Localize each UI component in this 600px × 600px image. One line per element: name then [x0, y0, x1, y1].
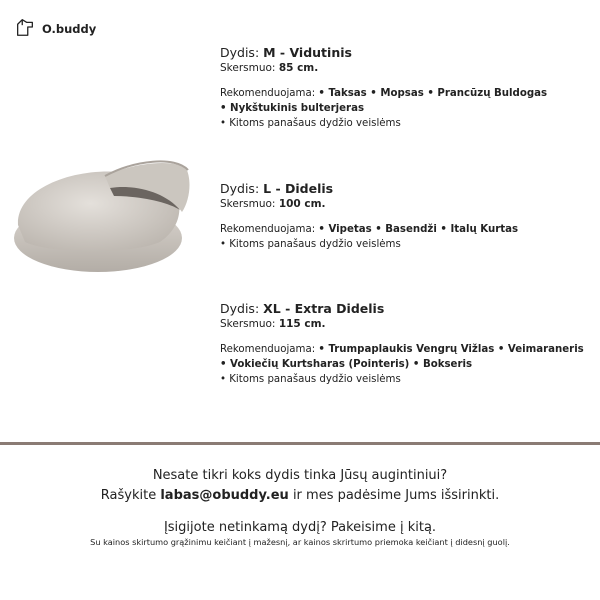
recommendations: Rekomenduojama: • Vipetas • Basendži • Italų Kurtas • Kitoms panašaus dydžio veislėms — [220, 224, 519, 250]
exchange-text: Įsigijote netinkamą dydį? Pakeisime į kitą. — [163, 520, 437, 535]
brand-logo — [14, 16, 96, 42]
dog-bed-image — [10, 150, 195, 275]
size-title: Dydis: M - Vidutinis — [220, 45, 352, 60]
recommendations: Rekomenduojama: • Taksas • Mopsas • Prancūzų Buldogas • Nykštukinis bulterjeras • Kitoms panašaus dydžio veislėms — [220, 88, 548, 129]
dog-head-logo-icon — [14, 16, 36, 42]
size-title: Dydis: XL - Extra Didelis — [220, 301, 385, 316]
footer — [0, 466, 600, 548]
exchange-note: Su kainos skirtumo grąžinimu keičiant į mažesnį, ar kainos skrirtumo priemoka keičiant į didesnį guolį. — [90, 537, 510, 547]
diameter: Skersmuo: 115 cm. — [220, 318, 326, 330]
diameter: Skersmuo: 100 cm. — [220, 198, 326, 210]
size-block-l — [220, 180, 590, 252]
size-question: Nesate tikri koks dydis tinka Jūsų augintiniui? — [152, 468, 448, 483]
recommendations: Rekomenduojama: • Trumpaplaukis Vengrų Vižlas • Veimaraneris • Vokiečių Kurtsharas (Pointeris) • Bokseris • Kitoms panašaus dydžio veislėms — [220, 344, 584, 385]
size-block-xl — [220, 300, 590, 387]
brand-name: O.buddy — [42, 22, 97, 36]
size-title: Dydis: L - Didelis — [220, 181, 334, 196]
contact-line: Rašykite labas@obuddy.eu ir mes padėsime Jums išsirinkti. — [100, 488, 500, 503]
size-block-m — [220, 44, 590, 131]
section-divider — [0, 442, 600, 445]
diameter: Skersmuo: 85 cm. — [220, 62, 319, 74]
contact-email[interactable]: labas@obuddy.eu — [160, 488, 289, 503]
